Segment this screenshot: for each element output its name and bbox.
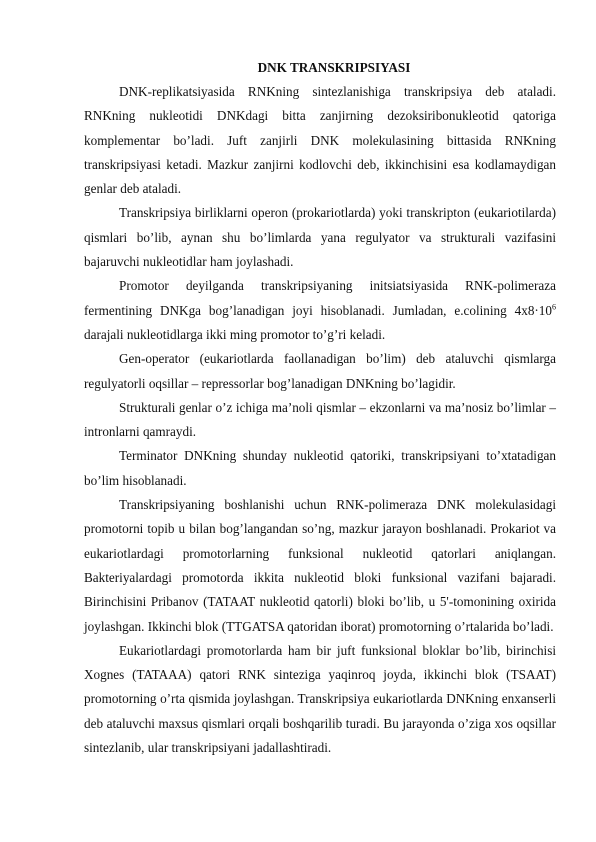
paragraph-gene-operator: Gen-operator (eukariotlarda faollanadigan bo’lim) deb ataluvchi qismlarga regulyatorli oqsillar – repressorlar bog’lanadigan DNKning bo’lagidir. [84, 351, 556, 391]
document-title: DNK TRANSKRIPSIYASI [257, 60, 411, 75]
paragraph-transcription-units: Transkripsiya birliklarni operon (prokariotlarda) yoki transkripton (eukariotilarda) qismlari bo’lib, aynan shu bo’limlarda yana regulyator va strukturali vazifasini bajaruvchi nukleotidlar ham joylashadi. [84, 205, 556, 270]
document-page [84, 56, 556, 760]
paragraph-transcription-definition: DNK-replikatsiyasida RNKning sintezlanishiga transkripsiya deb ataladi. RNKning nukleotidi DNKdagi bitta zanjirning dezoksiribonukleotid qatoriga komplementar bo’ladi. Juft zanjirli DNK molekulasining bittasida RNKning transkripsiyasi ketadi. Mazkur zanjirni kodlovchi deb, ikkinchisini esa kodlamaydigan genlar deb ataladi. [84, 84, 556, 197]
superscript-exponent: 6 [552, 302, 556, 312]
paragraph-promoter-text-before: Promotor deyilganda transkripsiyaning initsiatsiyasida RNK-polimeraza fermentining DNKga bog’lanadigan joyi hisoblanadi. Jumladan, e.colining 4x8·10 [84, 278, 556, 318]
paragraph-promoter-text-after: darajali nukleotidlarga ikki ming promotor to’g’ri keladi. [84, 326, 386, 342]
paragraph-structural-genes: Strukturali genlar o’z ichiga ma’noli qismlar – ekzonlarni va ma’nosiz bo’limlar – intronlarni qamraydi. [84, 399, 556, 440]
paragraph-terminator: Terminator DNKning shunday nukleotid qatoriki, transkripsiyani to’xtatadigan bo’lim hisoblanadi. [84, 448, 556, 488]
paragraph-promoter [84, 274, 556, 347]
paragraph-eukaryotic-promoters: Eukariotlardagi promotorlarda ham bir juft funksional bloklar bo’lib, birinchisi Xognes (TATAAA) qatori RNK sinteziga yaqinroq joyda, ikkinchi blok (TSAAT) promotorning o’rta qismida joylashgan. Transkripsiya eukariotlarda DNKning enxanserli deb ataluvchi maxsus qismlari orqali boshqarilib turadi. Bu jarayonda o’ziga xos oqsillar sintezlanib, ular transkripsiyani jadallashtiradi. [84, 642, 556, 756]
paragraph-transcription-start: Transkripsiyaning boshlanishi uchun RNK-polimeraza DNK molekulasidagi promotorni topib u bilan bog’langandan so’ng, mazkur jarayon boshlanadi. Prokariot va eukariotlardagi promotorlarning funksional nukleotid qatorlari aniqlangan. Bakteriyalardagi promotorda ikkita nukleotid bloki funksional vazifani bajaradi. Birinchisini Pribanov (TATAAT nukleotid qatorli) bloki bo’lib, u 5'-tomonining oxirida joylashgan. Ikkinchi blok (TTGATSA qatoridan iborat) promotorning o’rtalarida bo’ladi. [84, 497, 556, 634]
